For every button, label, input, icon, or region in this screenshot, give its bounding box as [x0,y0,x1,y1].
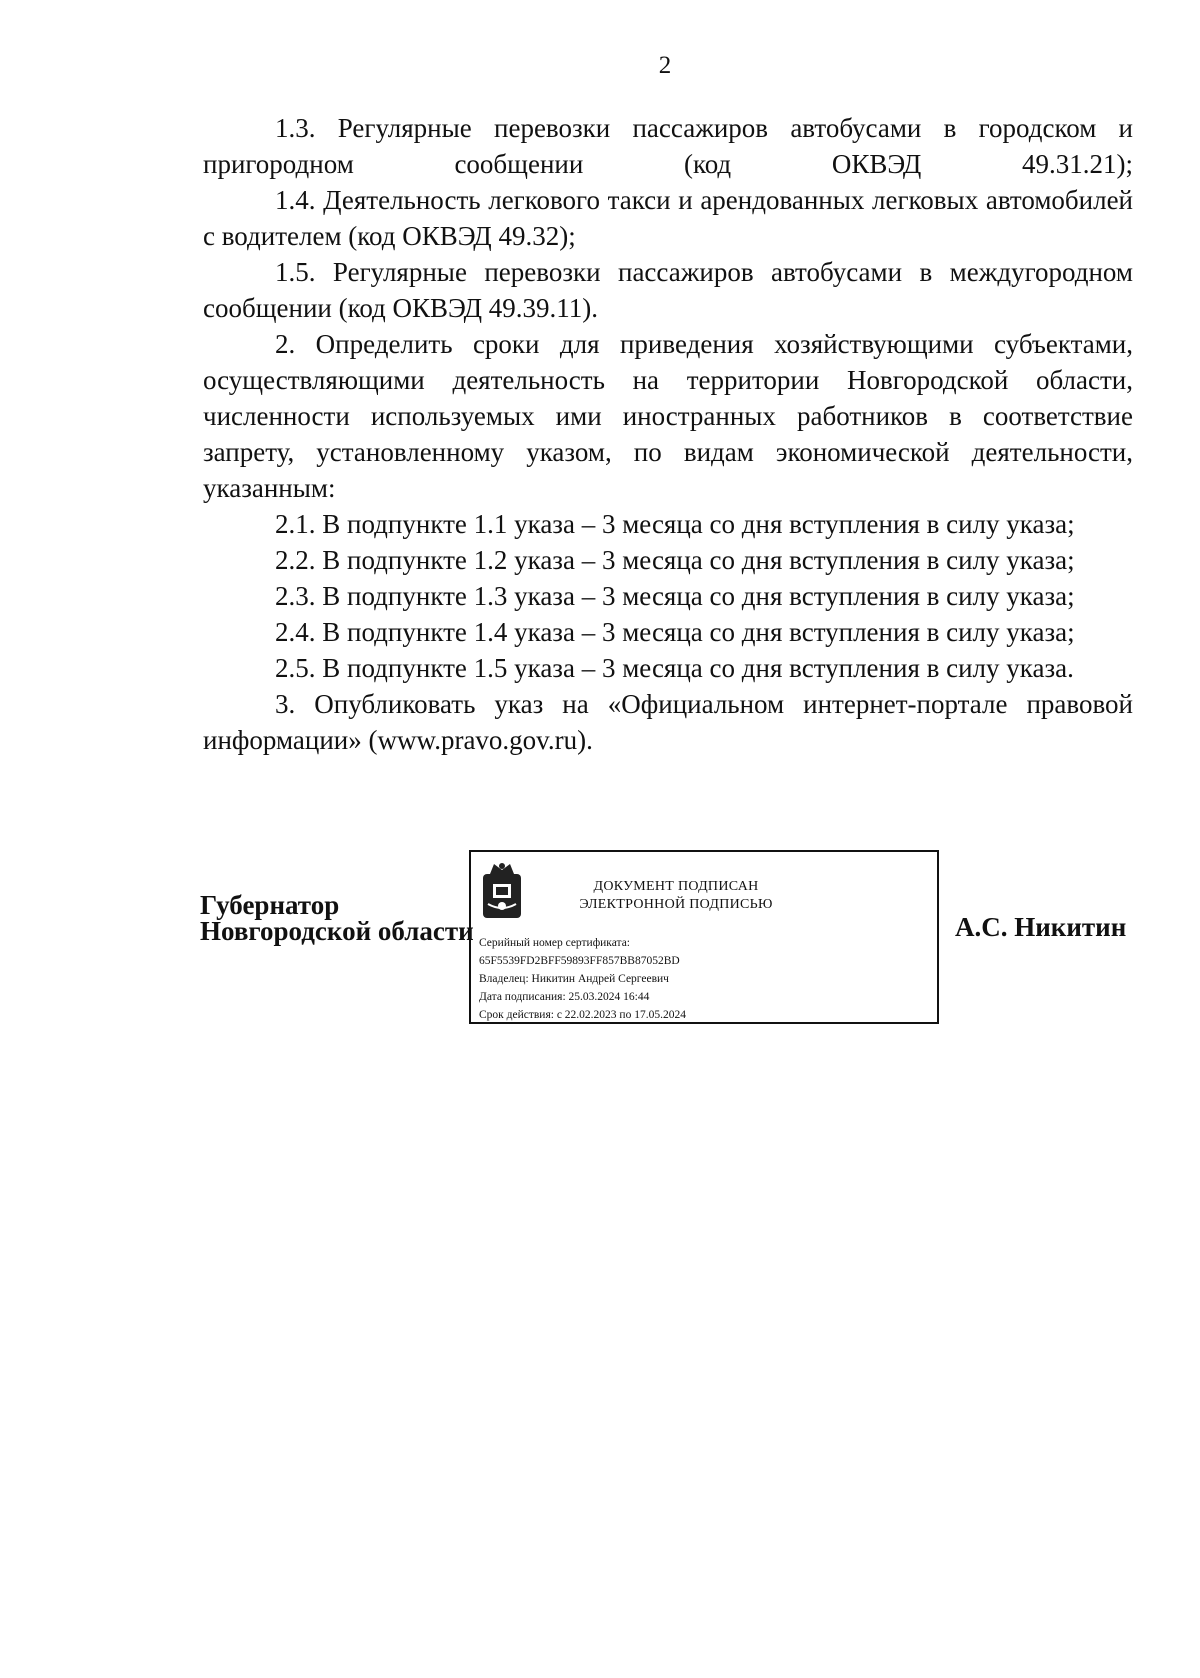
signer-name: А.С. Никитин [955,912,1127,942]
paragraph-2: 2. Определить сроки для приведения хозяйствующими субъектами, осуществляющими деятельность на территории Новгородской области, численности используемых ими иностранных работников в соответствие запрету, установленному указом, по видам экономической деятельности, указанным: [203,329,1133,503]
paragraph-1-5: 1.5. Регулярные перевозки пассажиров автобусами в междугородном сообщении (код ОКВЭД 49.39.11). [203,257,1133,323]
paragraph-2-5: 2.5. В подпункте 1.5 указа – 3 месяца со дня вступления в силу указа. [275,653,1074,683]
paragraph-1-4: 1.4. Деятельность легкового такси и арендованных легковых автомобилей с водителем (код ОКВЭД 49.32); [203,185,1133,251]
coat-of-arms-icon [480,860,524,920]
paragraph-2-4: 2.4. В подпункте 1.4 указа – 3 месяца со дня вступления в силу указа; [275,617,1075,647]
paragraph-2-1: 2.1. В подпункте 1.1 указа – 3 месяца со дня вступления в силу указа; [275,509,1075,539]
stamp-details [479,934,686,1024]
paragraph-2-2: 2.2. В подпункте 1.2 указа – 3 месяца со дня вступления в силу указа; [275,545,1075,575]
signer-title-line-1: Губернатор [200,890,340,920]
signer-title-line-2: Новгородской области [200,916,474,946]
document-body [203,110,1133,758]
paragraph-3: 3. Опубликовать указ на «Официальном интернет-портале правовой информации» (www.pravo.gov.ru). [203,689,1133,755]
stamp-heading [551,878,801,914]
signer-title [200,892,474,944]
stamp-serial-label: Серийный номер сертификата: [479,937,630,949]
stamp-signed-date: Дата подписания: 25.03.2024 16:44 [479,991,650,1003]
stamp-serial-value: 65F5539FD2BFF59893FF857BB87052BD [479,955,680,967]
electronic-signature-stamp [469,850,939,1024]
signature-block [0,850,1200,1030]
paragraph-2-3: 2.3. В подпункте 1.3 указа – 3 месяца со дня вступления в силу указа; [275,581,1075,611]
page-number: 2 [658,52,672,79]
stamp-owner: Владелец: Никитин Андрей Сергеевич [479,973,669,985]
paragraph-1-3: 1.3. Регулярные перевозки пассажиров автобусами в городском и пригородном сообщении (код ОКВЭД 49.31.21); [203,113,1133,179]
stamp-heading-line-1: ДОКУМЕНТ ПОДПИСАН [593,879,759,894]
stamp-validity: Срок действия: с 22.02.2023 по 17.05.2024 [479,1009,686,1021]
stamp-heading-line-2: ЭЛЕКТРОННОЙ ПОДПИСЬЮ [579,897,773,912]
